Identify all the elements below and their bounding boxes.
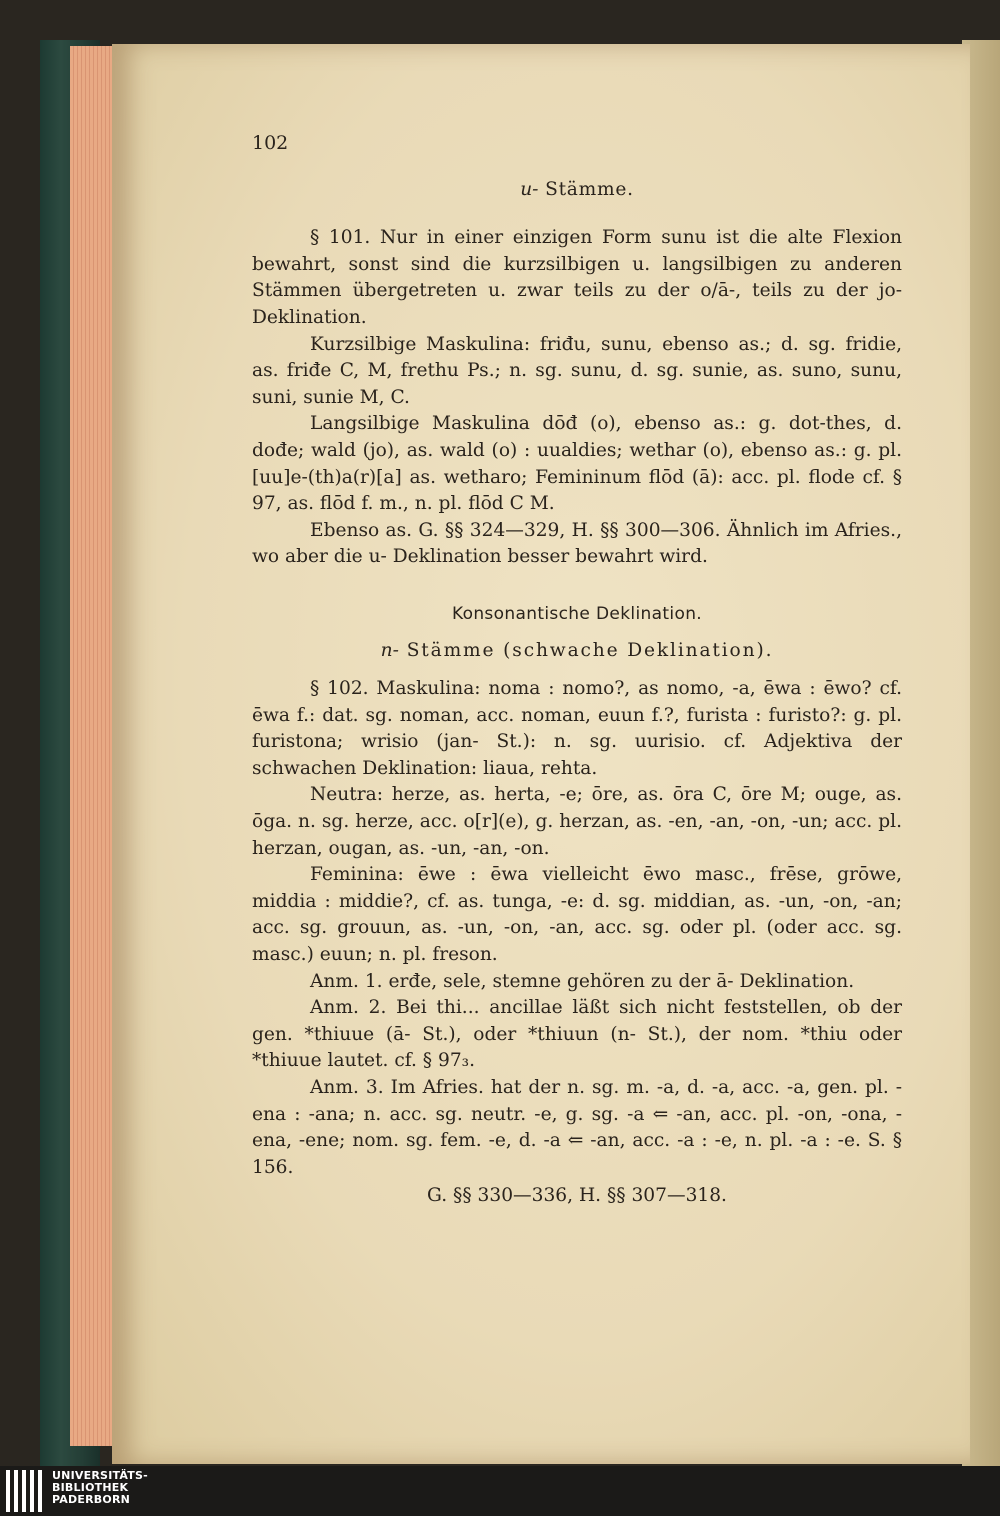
logo-line-2: BIBLIOTHEK xyxy=(52,1481,129,1494)
paragraph-anm-1: Anm. 1. erđe, sele, stemne gehören zu der ā- Deklination. xyxy=(310,970,855,992)
reference-line: G. §§ 330—336, H. §§ 307—318. xyxy=(427,1185,727,1207)
section-title: Konsonantische Deklination. xyxy=(451,603,703,624)
paragraph-101: § 101. Nur in einer einzigen Form sunu ist die alte Flexion bewahrt, sonst sind die kurzsilbigen u. langsilbigen zu anderen Stämmen übergetreten u. zwar teils zu der o/ā-, teils zu der jo-Deklination. xyxy=(252,227,902,328)
library-logo-icon xyxy=(6,1470,46,1512)
section-heading xyxy=(252,177,902,204)
library-footer xyxy=(0,1466,1000,1516)
paragraph-102: § 102. Maskulina: noma : nomo?, as nomo, -a, ēwa : ēwo? cf. ēwa f.: dat. sg. noman, acc. noman, euun f.?, furista : furisto?: g. pl. furistona; wrisio (jan- St.): n. sg. uurisio. cf. Adjektiva der schwachen Deklination: liaua, rehta. xyxy=(252,678,902,779)
paragraph-langsilbige: Langsilbige Maskulina dōđ (o), ebenso as.: g. dot-thes, d. dođe; wald (jo), as. wald (o) : uualdies; wethar (o), ebenso as.: g. pl. [uu]e-(th)a(r)[a] as. wetharo; Femininum flōd (ā): acc. pl. flode cf. § 97, as. flōd f. m., n. pl. flōd C M. xyxy=(252,413,902,515)
paragraph-anm-2: Anm. 2. Bei thi... ancillae läßt sich nicht feststellen, ob der gen. *thiuue (ā- St.), oder *thiuun (n- St.), der nom. *thiu oder *thiuue lautet. cf. § 97₃. xyxy=(252,997,902,1072)
page-number: 102 xyxy=(252,132,289,154)
paragraph-anm-3: Anm. 3. Im Afries. hat der n. sg. m. -a, d. -a, acc. -a, gen. pl. -ena : -ana; n. acc. sg. neutr. -e, g. sg. -a ⇐ -an, acc. pl. -on, -ona, -ena, -ene; nom. sg. fem. -e, d. -a ⇐ -an, acc. -a : -e, n. pl. -a : -e. S. § 156. xyxy=(252,1077,902,1178)
paragraph-kurzsilbige: Kurzsilbige Maskulina: friđu, sunu, ebenso as.; d. sg. fridie, as. friđe C, M, frethu Ps.; n. sg. sunu, d. sg. sunie, as. suno, sunu, suni, sunie M, C. xyxy=(252,333,902,408)
sub-heading-prefix: n- xyxy=(380,639,399,661)
paragraph-neutra: Neutra: herze, as. herta, -e; ōre, as. ōra C, ōre M; ouge, as. ōga. n. sg. herze, acc. o[r](e), g. herzan, as. -en, -an, -on, -un; acc. pl. herzan, ougan, as. -un, -an, -on. xyxy=(252,784,902,859)
logo-line-1: UNIVERSITÄTS- xyxy=(52,1469,148,1482)
paragraph-feminina: Feminina: ēwe : ēwa vielleicht ēwo masc., frēse, grōwe, middia : middie?, cf. as. tunga, -e: d. sg. middian, as. -un, -on, -an; acc. sg. grouun, as. -un, -on, -an, acc. sg. oder pl. (oder acc. sg. masc.) euun; n. pl. freson. xyxy=(252,864,902,966)
heading-text: Stämme. xyxy=(545,178,634,200)
logo-line-3: PADERBORN xyxy=(52,1493,131,1506)
page-text xyxy=(252,130,902,1210)
library-logo-text xyxy=(52,1470,148,1506)
heading-prefix: u- xyxy=(520,178,539,200)
sub-heading-text: Stämme (schwache Deklination). xyxy=(406,639,774,661)
paragraph-ebenso: Ebenso as. G. §§ 324—329, H. §§ 300—306. Ähnlich im Afries., wo aber die u- Deklination besser bewahrt wird. xyxy=(252,519,902,568)
sub-heading xyxy=(252,638,902,665)
